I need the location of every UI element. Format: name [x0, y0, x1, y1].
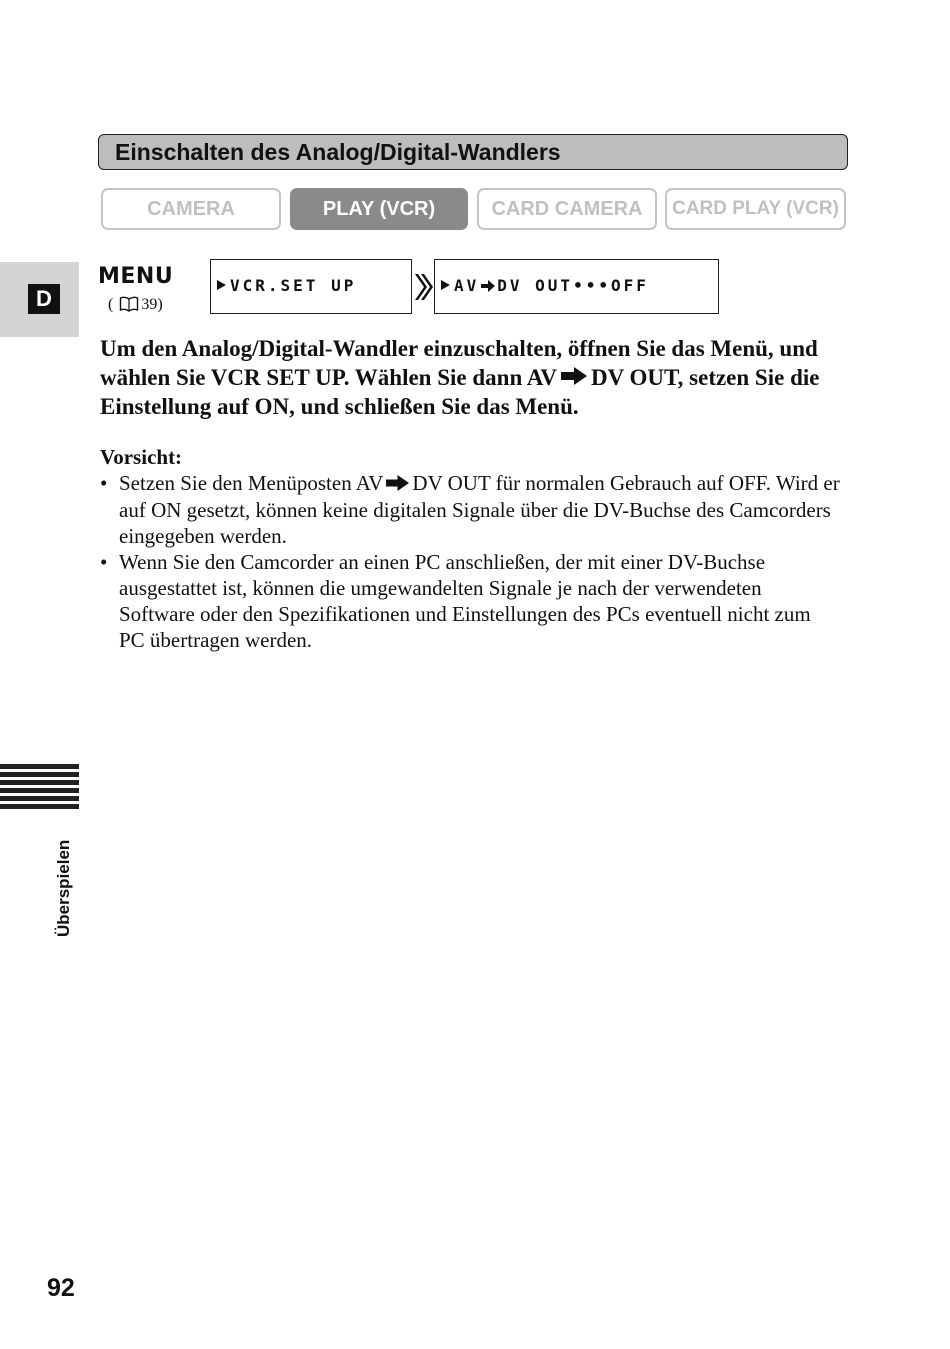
chapter-stripes	[0, 764, 79, 808]
section-title: Einschalten des Analog/Digital-Wandlers	[98, 134, 848, 170]
mode-tab-card-play-vcr: CARD PLAY (VCR)	[665, 188, 846, 230]
intro-text-part2: DV OUT, setzen Sie die Einstellung auf ON, und schließen Sie das Menü.	[100, 365, 820, 419]
lcd-menu-step-2	[434, 259, 719, 314]
paren-open: (	[108, 296, 114, 313]
caution-item1-part2: DV OUT für normalen Gebrauch auf OFF. Wird er auf ON gesetzt, können keine digitalen Signale über die DV-Buchse des Camcorders eingegeben werden.	[119, 471, 840, 548]
stripe	[0, 780, 79, 785]
right-arrow-icon	[386, 471, 409, 497]
lcd-step2-right: DV OUT•••OFF	[497, 276, 649, 295]
menu-page-reference	[108, 296, 163, 317]
caution-item1-part1: Setzen Sie den Menüposten AV	[119, 471, 384, 495]
triangle-pointer-icon	[217, 280, 226, 290]
stripe	[0, 796, 79, 801]
menu-label: MENU	[98, 264, 174, 289]
stripe	[0, 804, 79, 809]
bullet: •	[100, 471, 108, 495]
page-number: 92	[47, 1274, 75, 1302]
language-letter: D	[28, 284, 60, 314]
lcd-step2-left: AV	[454, 276, 480, 295]
caution-item2-text: Wenn Sie den Camcorder an einen PC anschließen, der mit einer DV-Buchse ausgestattet ist, können die umgewandelten Signale je nach der verwendeten Software oder den Spezifikationen und Einstellungen des PCs eventuell nicht zum PC übertragen werden.	[119, 550, 811, 652]
right-arrow-icon	[481, 277, 495, 296]
stripe	[0, 764, 79, 769]
lcd-menu-step-1	[210, 259, 412, 314]
right-arrow-icon	[561, 363, 587, 392]
caution-item	[100, 549, 840, 653]
lcd-step1-text: VCR.SET UP	[230, 276, 357, 295]
intro-paragraph	[100, 334, 860, 421]
intro-text-part1: Um den Analog/Digital-Wandler einzuschalten, öffnen Sie das Menü, und wählen Sie VCR SET UP. Wählen Sie dann AV	[100, 336, 818, 390]
chapter-label: Überspielen	[54, 839, 73, 937]
stripe	[0, 772, 79, 777]
mode-tab-card-camera: CARD CAMERA	[477, 188, 657, 230]
menu-ref-page: 39	[141, 296, 158, 313]
bullet: •	[100, 550, 108, 574]
caution-list	[100, 470, 840, 653]
paren-close: )	[157, 296, 163, 313]
book-icon	[119, 296, 139, 317]
triangle-pointer-icon	[441, 280, 450, 290]
stripe	[0, 788, 79, 793]
caution-heading: Vorsicht:	[100, 445, 183, 469]
mode-tab-camera: CAMERA	[101, 188, 281, 230]
caution-item	[100, 470, 840, 549]
double-chevron-icon	[414, 273, 434, 306]
mode-tab-play-vcr: PLAY (VCR)	[290, 188, 468, 230]
